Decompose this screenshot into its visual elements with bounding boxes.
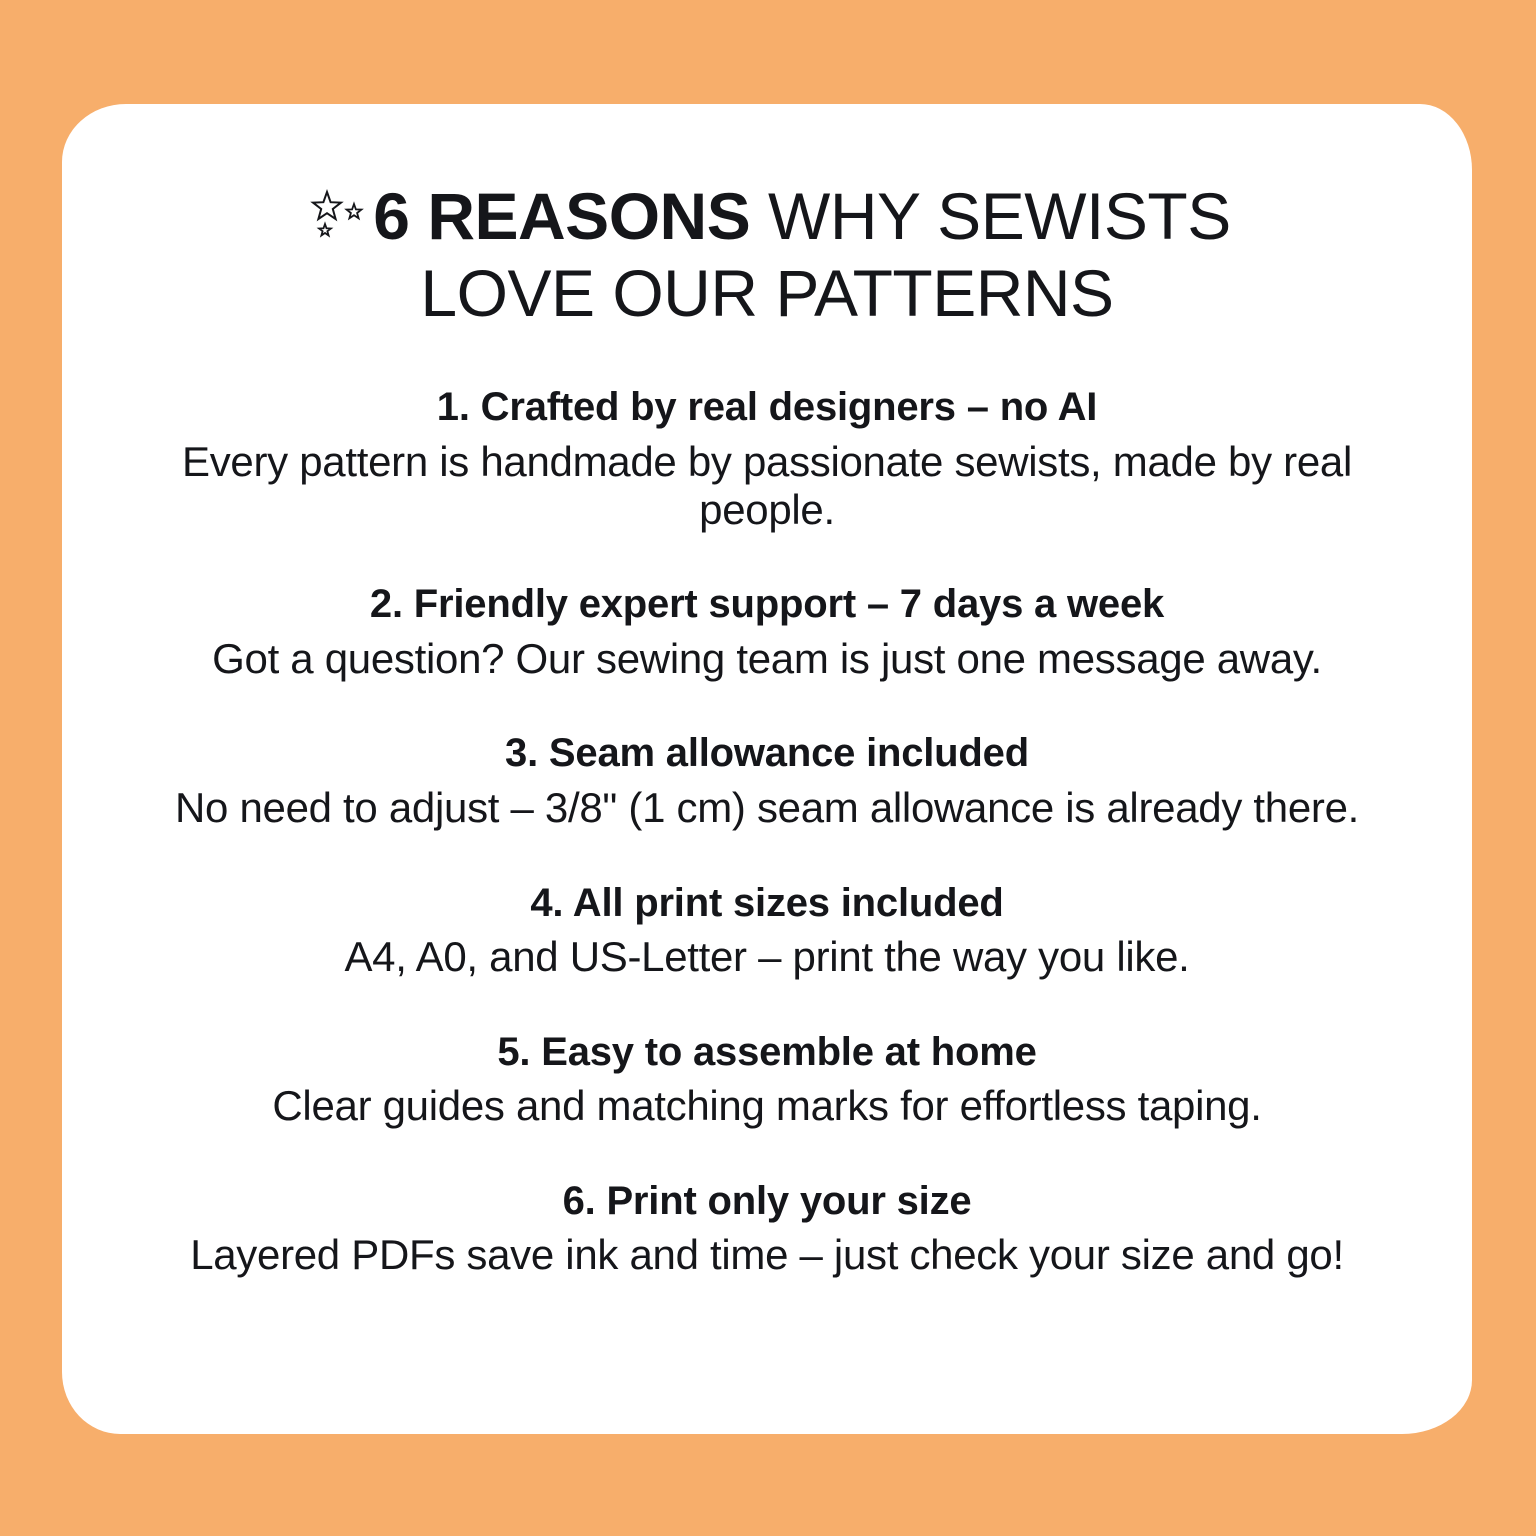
title-bold: 6 REASONS bbox=[373, 179, 751, 253]
reason-heading-5: 5. Easy to assemble at home bbox=[497, 1029, 1037, 1074]
reason-body-4: A4, A0, and US-Letter – print the way you like. bbox=[344, 932, 1190, 980]
list-item bbox=[142, 384, 1392, 533]
reason-heading-6: 6. Print only your size bbox=[562, 1178, 972, 1223]
reason-heading-4: 4. All print sizes included bbox=[530, 880, 1004, 925]
card-content bbox=[62, 104, 1472, 1434]
list-item bbox=[142, 581, 1392, 682]
list-item bbox=[142, 730, 1392, 831]
list-item bbox=[142, 880, 1392, 981]
page-title bbox=[142, 178, 1392, 332]
reason-heading-2: 2. Friendly expert support – 7 days a week bbox=[369, 582, 1165, 627]
title-line-2: LOVE OUR PATTERNS bbox=[420, 256, 1114, 331]
reason-body-6: Layered PDFs save ink and time – just check your size and go! bbox=[190, 1230, 1344, 1278]
reason-body-2: Got a question? Our sewing team is just one message away. bbox=[212, 634, 1322, 682]
list-item bbox=[142, 1029, 1392, 1130]
reason-body-3: No need to adjust – 3/8" (1 cm) seam allowance is already there. bbox=[175, 783, 1359, 831]
title-rest: WHY SEWISTS bbox=[750, 179, 1231, 253]
reason-body-1: Every pattern is handmade by passionate sewists, made by real people. bbox=[182, 437, 1352, 533]
reasons-list bbox=[142, 384, 1392, 1278]
stars-icon bbox=[303, 188, 369, 244]
white-card bbox=[62, 104, 1472, 1434]
reason-heading-1: 1. Crafted by real designers – no AI bbox=[436, 385, 1098, 430]
reason-heading-3: 3. Seam allowance included bbox=[505, 731, 1029, 776]
reason-body-5: Clear guides and matching marks for effortless taping. bbox=[272, 1081, 1262, 1129]
list-item bbox=[142, 1178, 1392, 1279]
